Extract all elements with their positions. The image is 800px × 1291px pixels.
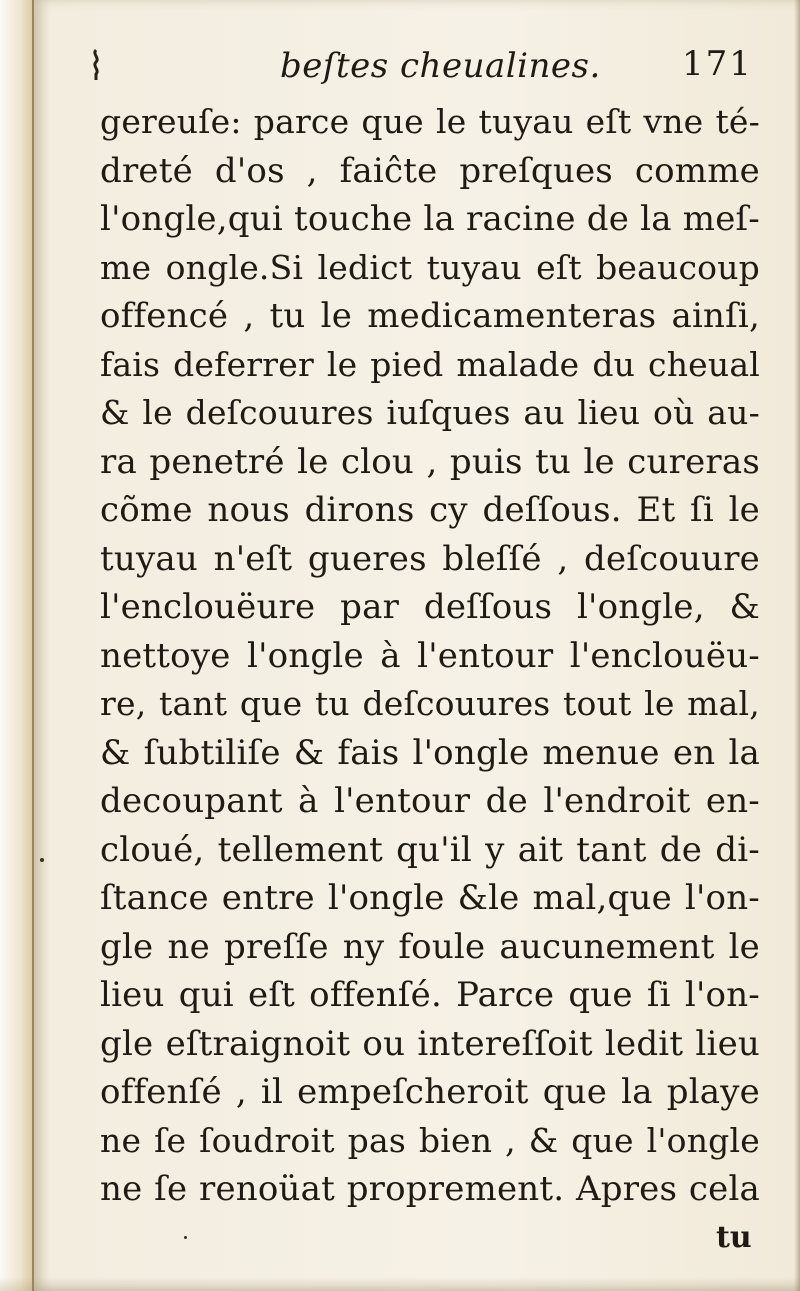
text-line: & le deſcouures iuſques au lieu où au- — [100, 393, 760, 432]
text-line: ne ſe ſoudroit pas bien , & que l'ongle — [100, 1120, 760, 1160]
text-line: cloué, tellement qu'il y ait tant de di- — [100, 829, 760, 870]
text-line: gereuſe: parce que le tuyau eſt vne té- — [100, 102, 760, 141]
text-line: l'enclouëure par deſſous l'ongle, & — [100, 587, 760, 627]
ink-speck — [40, 858, 44, 862]
page-bottom-edge — [0, 1277, 800, 1291]
text-line: gle ne preſſe ny foule aucunement le — [100, 926, 760, 967]
page-header — [100, 40, 760, 92]
text-line: decoupant à l'entour de l'endroit en- — [100, 781, 760, 821]
text-line: ne ſe renoüat proprement. Apres cela — [100, 1169, 760, 1209]
ink-speck — [184, 1236, 187, 1239]
page-edge — [794, 0, 800, 1291]
text-line: gle eſtraignoit ou intereſſoit ledit lieu — [100, 1023, 760, 1064]
text-line: & ſubtiliſe & fais l'ongle menue en la — [100, 732, 760, 773]
text-line: fais deferrer le pied malade du cheual — [100, 344, 760, 384]
text-line: offenſé , il empeſcheroit que la playe — [100, 1072, 760, 1112]
text-line: lieu qui eſt offenſé. Parce que ſi l'on- — [100, 975, 760, 1015]
page-number: 171 — [682, 44, 753, 84]
text-line: tuyau n'eſt gueres bleſſé , deſcouure — [100, 538, 760, 579]
text-line: offencé , tu le medicamenteras ainſi, — [100, 296, 760, 336]
text-line: nettoye l'ongle à l'entour l'enclouëu- — [100, 635, 760, 676]
text-line: me ongle.Si ledict tuyau eſt beaucoup — [100, 247, 760, 287]
text-line: cõme nous dirons cy deſſous. Et ſi le — [100, 490, 760, 530]
text-line: l'ongle,qui touche la racine de la meſ- — [100, 199, 760, 239]
page-gutter — [0, 0, 34, 1291]
text-line: ra penetré le clou , puis tu le cureras — [100, 441, 760, 482]
page-body-text — [100, 98, 760, 1214]
running-head: beſtes cheualines. — [280, 46, 601, 86]
text-line: dreté d'os , faiĉte preſques comme — [100, 150, 760, 191]
catchword: tu — [716, 1220, 752, 1255]
text-line: ſtance entre l'ongle &le mal,que l'on- — [100, 878, 760, 918]
text-line: re, tant que tu deſcouures tout le mal, — [100, 684, 760, 723]
